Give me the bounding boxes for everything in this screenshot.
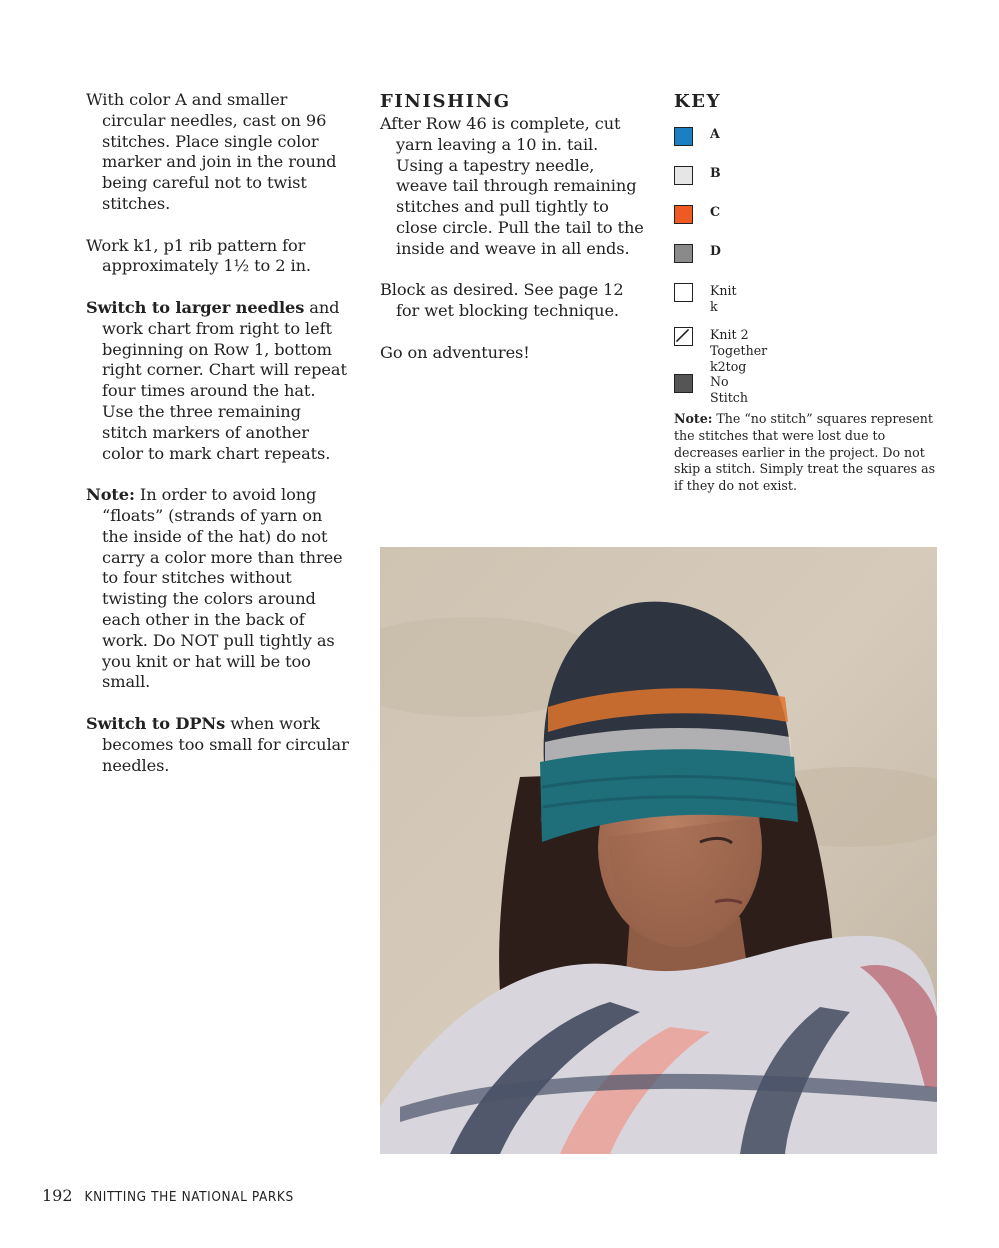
swatch-c xyxy=(674,205,693,224)
key-label-knit xyxy=(710,283,737,315)
k2tog-abbr: k2tog xyxy=(710,359,747,374)
hat-photo xyxy=(380,547,937,1154)
key-label-no-stitch: No Stitch xyxy=(710,374,748,405)
swatch-a xyxy=(674,127,693,146)
finishing-heading: FINISHING xyxy=(380,91,511,112)
swatch-b xyxy=(674,166,693,185)
key-label-b: B xyxy=(710,165,721,180)
key-label-k2tog xyxy=(710,327,767,375)
chart-paragraph-bold: Switch to larger needles xyxy=(86,297,305,317)
chart-paragraph-text: and work chart from right to left beginning on Row 1, bottom right corner. Chart will repeat four times around the hat. Use the three remaining stitch markers of another color to mark chart repeats. xyxy=(102,297,347,463)
key-label-d: D xyxy=(710,243,721,258)
key-note xyxy=(674,411,942,495)
knit-abbr: k xyxy=(710,299,718,314)
dpn-paragraph-text: when work becomes too small for circular needles. xyxy=(102,713,349,775)
key-note-text: The “no stitch” squares represent the stitches that were lost due to decreases earlier in the project. Do not skip a stitch. Simply treat the squares as if they do not exist. xyxy=(674,411,936,494)
k2tog-slash-icon xyxy=(674,327,691,344)
key-heading: KEY xyxy=(674,91,722,112)
page-number: 192 xyxy=(42,1186,73,1205)
knit-label: Knit xyxy=(710,283,737,298)
finishing-paragraph-1: After Row 46 is complete, cut yarn leaving a 10 in. tail. Using a tapestry needle, weave tail through remaining stitches and pull tightly to close circle. Pull the tail to the inside and weave in all ends. xyxy=(380,114,644,258)
floats-note-paragraph xyxy=(86,485,350,693)
finishing-paragraph-2: Block as desired. See page 12 for wet blocking technique. xyxy=(380,280,624,321)
finishing-column xyxy=(380,114,644,384)
k2tog-label: Knit 2 Together xyxy=(710,327,768,358)
finishing-paragraph-3: Go on adventures! xyxy=(380,342,530,362)
book-title: KNITTING THE NATIONAL PARKS xyxy=(84,1189,294,1205)
key-note-bold: Note: xyxy=(674,411,713,426)
chart-paragraph xyxy=(86,298,350,464)
floats-note-bold: Note: xyxy=(86,485,135,505)
floats-note-text: In order to avoid long “floats” (strands of yarn on the inside of the hat) do not carry a color more than three to four stitches without twisting the colors around each other in the back of work. Do NOT pull tightly as you knit or hat will be too small. xyxy=(102,485,343,692)
rib-paragraph: Work k1, p1 rib pattern for approximately 1½ to 2 in. xyxy=(86,235,311,276)
instructions-column xyxy=(86,90,350,797)
key-label-a: A xyxy=(710,126,720,141)
dpn-paragraph xyxy=(86,714,350,776)
swatch-knit xyxy=(674,283,693,302)
swatch-no-stitch xyxy=(674,374,693,393)
hat-photo-illustration xyxy=(380,547,937,1154)
swatch-d xyxy=(674,244,693,263)
cast-on-paragraph: With color A and smaller circular needles, cast on 96 stitches. Place single color marker and join in the round being careful not to twist stitches. xyxy=(86,90,337,213)
key-label-c: C xyxy=(710,204,721,219)
dpn-paragraph-bold: Switch to DPNs xyxy=(86,713,226,733)
page-footer xyxy=(42,1186,294,1205)
